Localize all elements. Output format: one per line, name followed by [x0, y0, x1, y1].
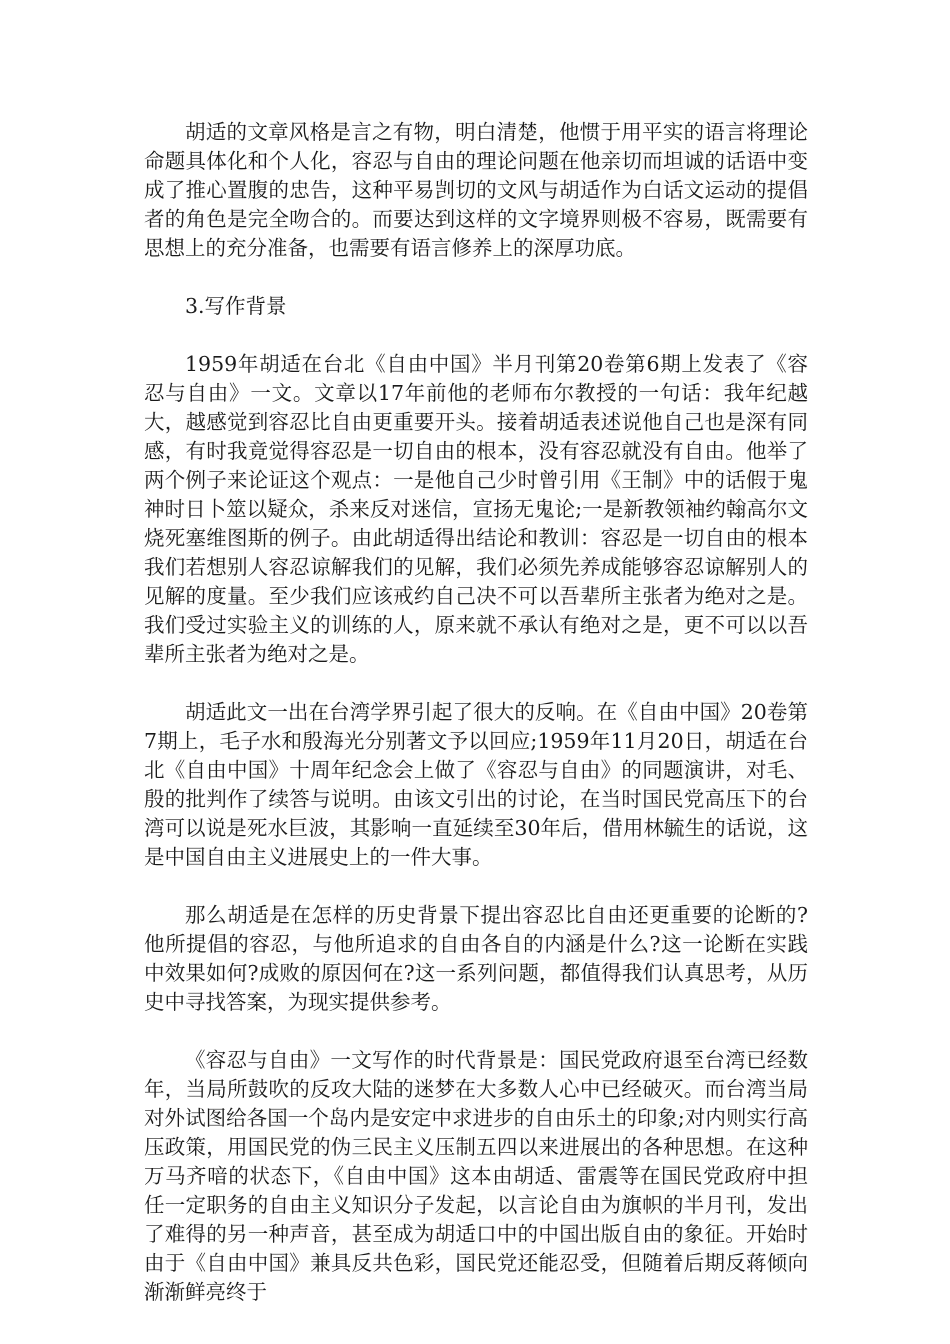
paragraph-historical-background: 《容忍与自由》一文写作的时代背景是：国民党政府退至台湾已经数年，当局所鼓吹的反攻大陆的迷梦在大多数人心中已经破灭。而台湾当局对外试图给各国一个岛内是安定中求进步的自由乐土的印象;对内则实行高压政策，用国民党的伪三民主义压制五四以来进展出的各种思想。在这种万马齐喑的状态下，《自由中国》这本由胡适、雷震等在国民党政府中担任一定职务的自由主义知识分子发起，以言论自由为旗帜的半月刊，发出了难得的另一种声音，甚至成为胡适口中的中国出版自由的象征。开始时由于《自由中国》兼具反共色彩，国民党还能忍受，但随着后期反蒋倾向渐渐鲜亮终于: [144, 1048, 808, 1304]
paragraph-questions: 那么胡适是在怎样的历史背景下提出容忍比自由还更重要的论断的?他所提倡的容忍，与他所追求的自由各自的内涵是什么?这一论断在实践中效果如何?成败的原因何在?这一系列问题，都值得我们认真思考，从历史中寻找答案，为现实提供参考。: [144, 903, 808, 1014]
section-heading-writing-background: 3.写作背景: [185, 294, 287, 318]
paragraph-1959-publication: 1959年胡适在台北《自由中国》半月刊第20卷第6期上发表了《容忍与自由》一文。文章以17年前他的老师布尔教授的一句话：我年纪越大，越感觉到容忍比自由更重要开头。接着胡适表述说他自己也是深有同感，有时我竟觉得容忍是一切自由的根本，没有容忍就没有自由。他举了两个例子来论证这个观点：一是他自己少时曾引用《王制》中的话假于鬼神时日卜筮以疑众，杀来反对迷信，宣扬无鬼论;一是新教领袖约翰高尔文烧死塞维图斯的例子。由此胡适得出结论和教训：容忍是一切自由的根本我们若想别人容忍谅解我们的见解，我们必须先养成能够容忍谅解别人的见解的度量。至少我们应该戒约自己决不可以吾辈所主张者为绝对之是。我们受过实验主义的训练的人，原来就不承认有绝对之是，更不可以以吾辈所主张者为绝对之是。: [144, 352, 808, 666]
paragraph-writing-style: 胡适的文章风格是言之有物，明白清楚，他惯于用平实的语言将理论命题具体化和个人化，容忍与自由的理论问题在他亲切而坦诚的话语中变成了推心置腹的忠告，这种平易剀切的文风与胡适作为白话文运动的提倡者的角色是完全吻合的。而要达到这样的文字境界则极不容易，既需要有思想上的充分准备，也需要有语言修养上的深厚功底。: [144, 120, 808, 260]
document-page: [144, 118, 808, 1336]
paragraph-reaction: 胡适此文一出在台湾学界引起了很大的反响。在《自由中国》20卷第7期上，毛子水和殷海光分别著文予以回应;1959年11月20日，胡适在台北《自由中国》十周年纪念会上做了《容忍与自由》的同题演讲，对毛、殷的批判作了续答与说明。由该文引出的讨论，在当时国民党高压下的台湾可以说是死水巨波，其影响一直延续至30年后，借用林毓生的话说，这是中国自由主义进展史上的一件大事。: [144, 700, 808, 869]
